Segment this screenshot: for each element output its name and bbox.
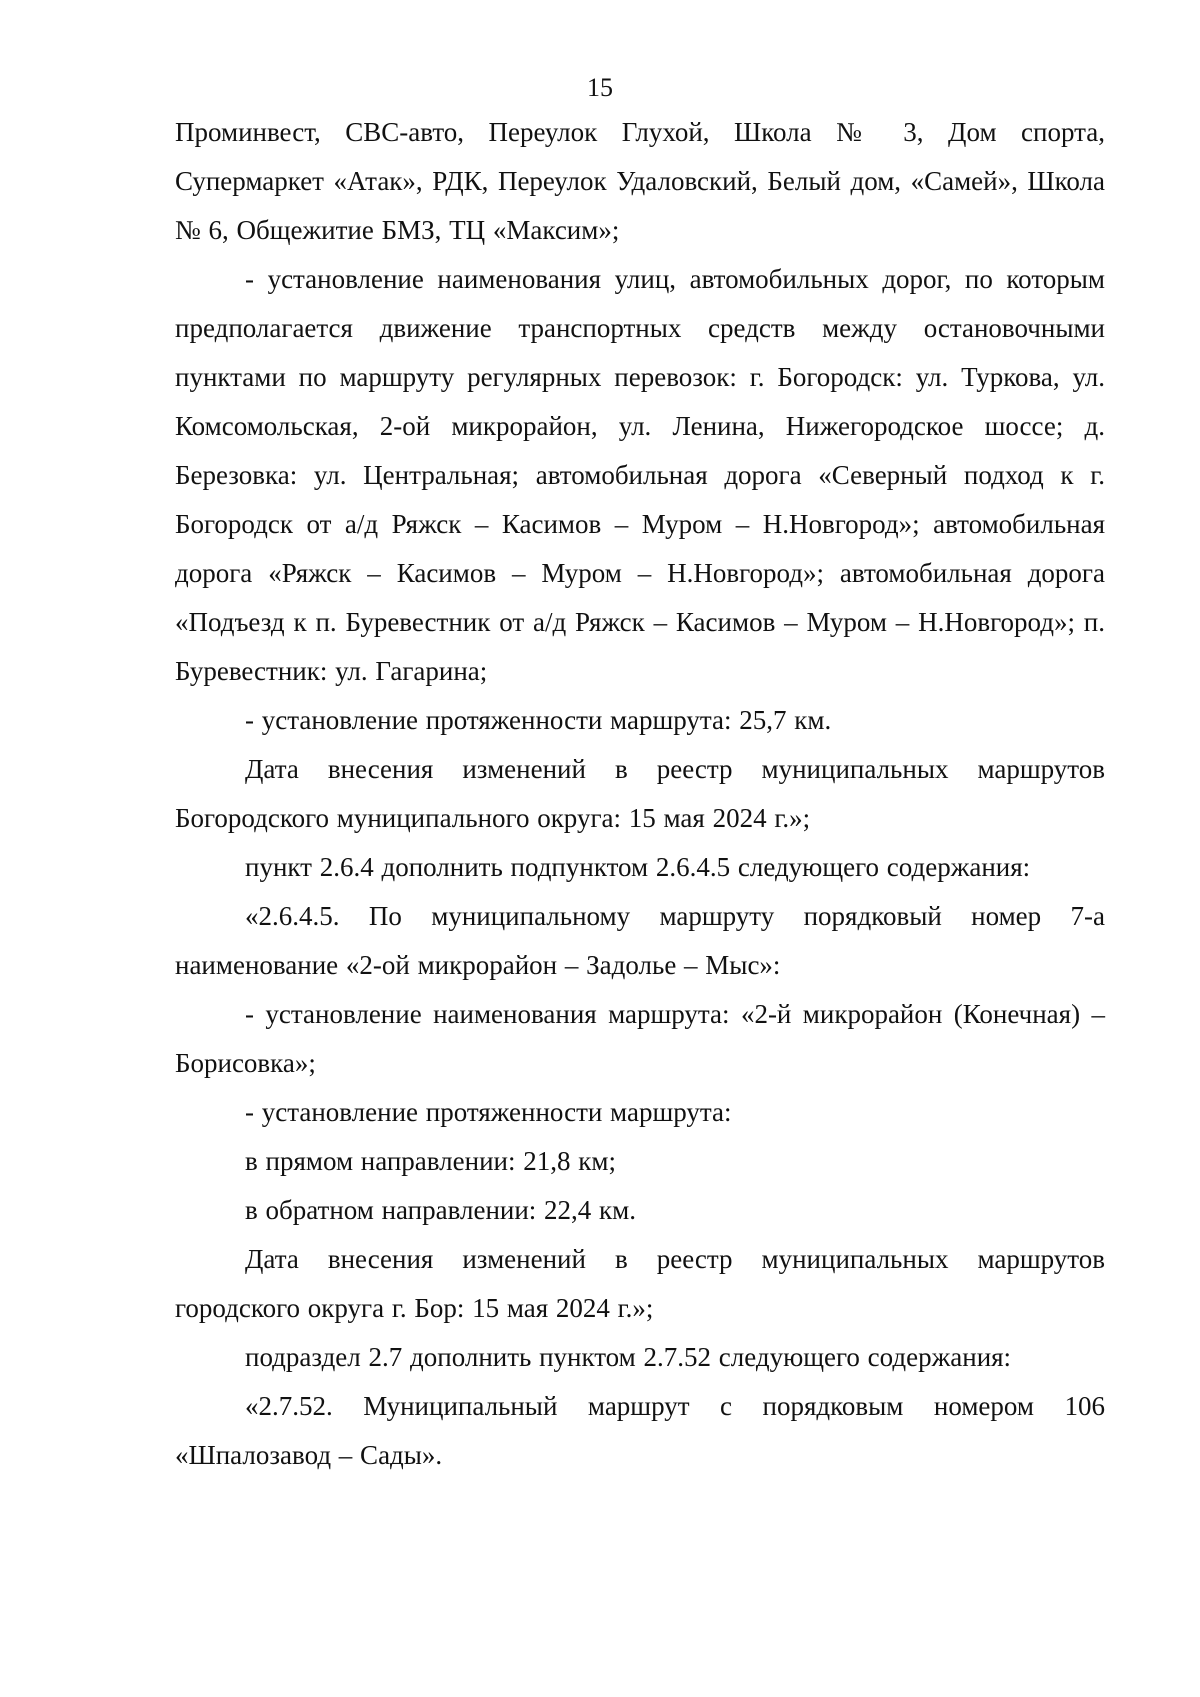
- document-body: [175, 108, 1105, 1480]
- paragraph: Дата внесения изменений в реестр муниципальных маршрутов городского округа г. Бор: 15 мая 2024 г.»;: [175, 1244, 1105, 1323]
- paragraph: - установление наименования улиц, автомобильных дорог, по которым предполагается движение транспортных средств между остановочными пунктами по маршруту регулярных перевозок: г. Богородск: ул. Туркова, ул. Комсомольская, 2-ой микрорайон, ул. Ленина, Нижегородское шоссе; д. Березовка: ул. Центральная; автомобильная дорога «Северный подход к г. Богородск от а/д Ряжск – Касимов – Муром – Н.Новгород»; автомобильная дорога «Ряжск – Касимов – Муром – Н.Новгород»; автомобильная дорога «Подъезд к п. Буревестник от а/д Ряжск – Касимов – Муром – Н.Новгород»; п. Буревестник: ул. Гагарина;: [175, 264, 1105, 686]
- paragraph: «2.6.4.5. По муниципальному маршруту порядковый номер 7-а наименование «2-ой микрорайон – Задолье – Мыс»:: [175, 901, 1105, 980]
- paragraph: - установление наименования маршрута: «2-й микрорайон (Конечная) – Борисовка»;: [175, 999, 1105, 1078]
- page-number: 15: [587, 73, 613, 102]
- paragraph: - установление протяженности маршрута:: [245, 1097, 732, 1127]
- paragraph: в прямом направлении: 21,8 км;: [245, 1146, 616, 1176]
- paragraph: пункт 2.6.4 дополнить подпунктом 2.6.4.5 следующего содержания:: [245, 852, 1031, 882]
- paragraph: Проминвест, СВС-авто, Переулок Глухой, Школа № 3, Дом спорта, Супермаркет «Атак», РДК, Переулок Удаловский, Белый дом, «Самей», Школа № 6, Общежитие БМЗ, ТЦ «Максим»;: [175, 117, 1105, 245]
- paragraph: - установление протяженности маршрута: 25,7 км.: [245, 705, 832, 735]
- paragraph: «2.7.52. Муниципальный маршрут с порядковым номером 106 «Шпалозавод – Сады».: [175, 1391, 1105, 1470]
- paragraph: в обратном направлении: 22,4 км.: [245, 1195, 637, 1225]
- paragraph: Дата внесения изменений в реестр муниципальных маршрутов Богородского муниципального округа: 15 мая 2024 г.»;: [175, 754, 1105, 833]
- paragraph: подраздел 2.7 дополнить пунктом 2.7.52 следующего содержания:: [245, 1342, 1012, 1372]
